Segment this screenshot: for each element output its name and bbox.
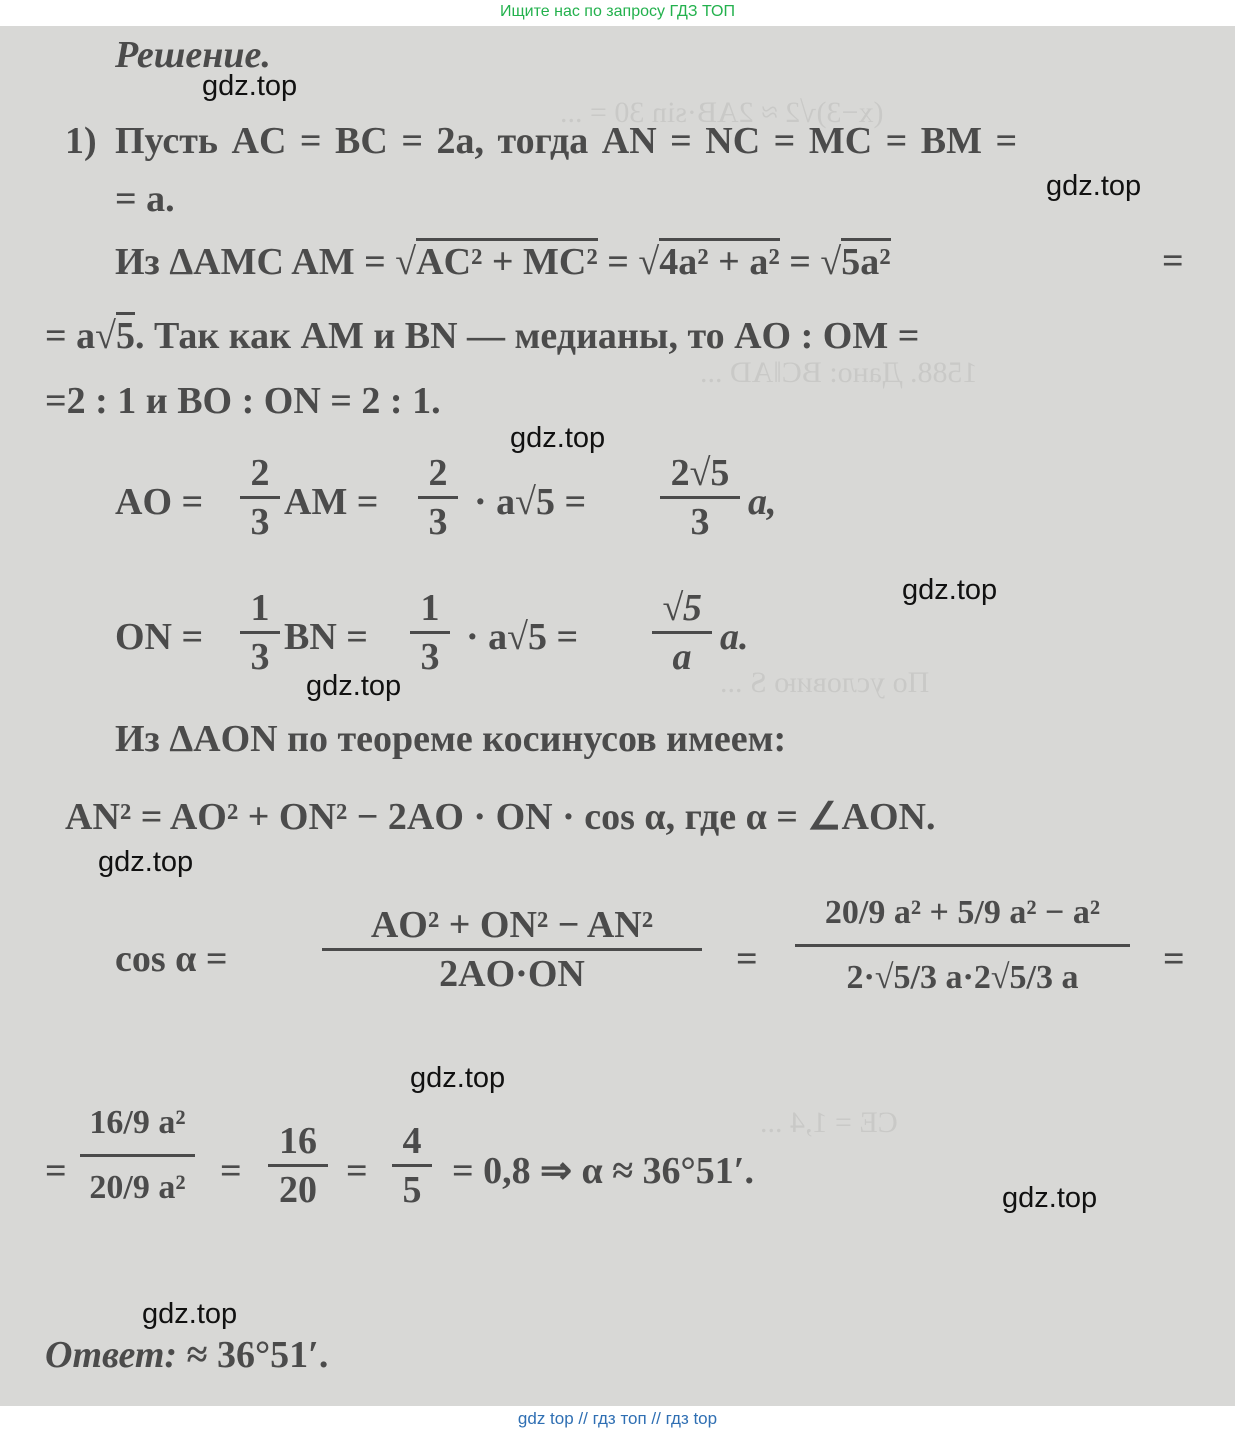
fraction-bar [240,496,280,499]
denominator: 20/9 a² [89,1169,186,1206]
fraction-bar [268,1164,328,1167]
watermark: gdz.top [510,422,606,454]
text: = √ [789,241,842,283]
fraction-bar [322,948,702,951]
text: = [736,938,758,980]
watermark: gdz.top [410,1062,506,1094]
text: ON = [115,616,204,658]
denominator: 3 [690,501,710,543]
text: a. [720,616,749,658]
scanned-page [0,26,1235,1406]
radicand: 5 [116,312,135,355]
fraction [660,454,740,541]
fraction-bar [80,1154,195,1157]
bleed-through: (x−3)√2 ≈ 2AB·sin 30 = ... [560,96,884,129]
fraction [652,589,712,676]
bleed-through: По условию S ... [720,666,930,699]
bleed-through: 1588. Дано: BC‖AD ... [700,356,978,389]
answer-label: Ответ: [45,1334,178,1376]
am-equation [115,238,891,281]
denominator: 3 [250,636,270,678]
fraction-bar [392,1164,432,1167]
numerator: 2√5 [670,452,730,494]
watermark: gdz.top [902,574,998,606]
text: = √ [607,241,660,283]
watermark: gdz.top [142,1298,238,1330]
denominator: 20 [279,1169,317,1211]
text: cos α = [115,938,228,980]
fraction-bar [418,496,458,499]
fraction [392,1122,432,1209]
text: · a√5 = [466,616,579,658]
text: a, [748,481,777,523]
numerator: 4 [402,1120,422,1162]
fraction-bar [652,631,712,634]
fraction [410,589,450,676]
text: = [45,1150,67,1192]
solution-heading: Решение. [115,34,271,76]
numerator: 16 [279,1120,317,1162]
numerator: 1 [250,587,270,629]
answer [45,1336,328,1374]
denominator: 3 [420,636,440,678]
watermark: gdz.top [98,846,194,878]
radicand: 4a² + a² [659,238,779,281]
fraction [268,1122,328,1209]
denominator: 3 [250,501,270,543]
denominator: 2AO·ON [439,953,585,995]
fraction [240,454,280,541]
numerator: 2 [250,452,270,494]
footer-links[interactable]: gdz top // гдз топ // гдз top [517,1409,718,1428]
numerator: AO² + ON² − AN² [370,904,654,946]
watermark: gdz.top [202,70,298,102]
law-of-cosines: AN² = AO² + ON² − 2AO · ON · cos α, где α = ∠AON. [65,796,936,838]
text: BN = [284,616,368,658]
text-line: Пусть AC = BC = 2a, тогда AN = NC = MC = BM = [115,120,1018,162]
text-line: = a. [115,178,175,220]
denominator: 3 [428,501,448,543]
top-banner[interactable]: Ищите нас по запросу ГДЗ ТОП [500,3,735,20]
text: AO = [115,481,204,523]
watermark: gdz.top [1002,1182,1098,1214]
text: AM = [284,481,379,523]
fraction-bar [795,944,1130,947]
denominator: 5 [402,1169,422,1211]
denominator: a [672,636,692,678]
fraction-bar [410,631,450,634]
answer-value: ≈ 36°51′. [186,1334,329,1376]
fraction [80,1106,195,1205]
denominator: 2·√5/3 a·2√5/3 a [846,959,1079,996]
watermark: gdz.top [306,670,402,702]
text: = 0,8 ⇒ α ≈ 36°51′. [452,1150,754,1192]
fraction-bar [660,496,740,499]
numerator: 20/9 a² + 5/9 a² − a² [824,894,1101,931]
numerator: 16/9 a² [89,1104,186,1141]
numerator: √5 [662,587,702,629]
numerator: 1 [420,587,440,629]
text: = [1163,938,1185,980]
fraction [418,454,458,541]
text-line: =2 : 1 и BO : ON = 2 : 1. [45,380,441,422]
radicand: 5a² [841,238,890,281]
bleed-through: CE = 1,4 ... [760,1106,898,1139]
fraction [322,906,702,993]
text: = [1162,240,1184,282]
text-line: Из ΔAON по теореме косинусов имеем: [115,718,787,760]
fraction-bar [240,631,280,634]
radicand: AC² + MC² [416,238,598,281]
text: = a√ [45,315,117,357]
text: = [220,1150,242,1192]
text: · a√5 = [474,481,587,523]
fraction [240,589,280,676]
watermark: gdz.top [1046,170,1142,202]
text-line [45,312,919,355]
text: . Так как AM и BN — медианы, то AO : OM = [135,315,920,357]
text: Из ΔAMC AM = √ [115,241,417,283]
text: = [346,1150,368,1192]
fraction [795,896,1130,995]
item-number: 1) [65,120,97,162]
numerator: 2 [428,452,448,494]
